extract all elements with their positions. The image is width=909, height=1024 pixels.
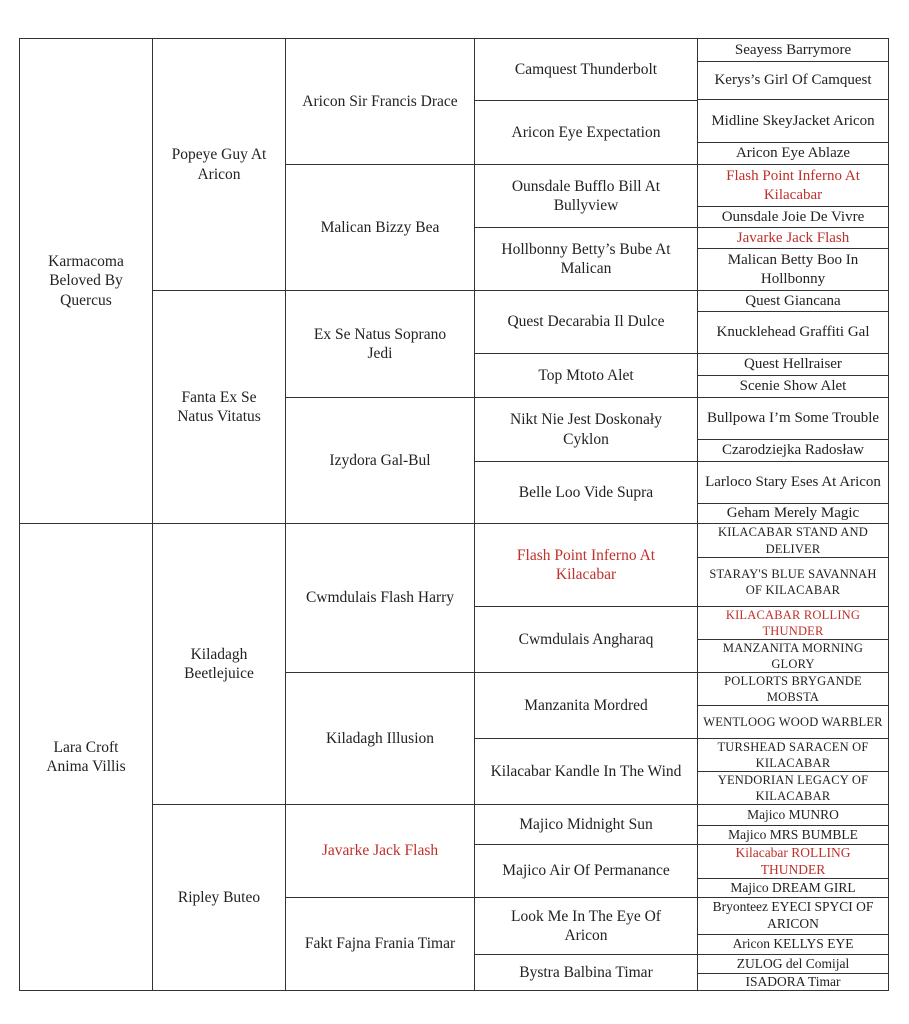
ancestor-name: Cwmdulais Angharaq xyxy=(518,630,654,648)
g5-ancestor-cell xyxy=(697,825,889,845)
ancestor-name: Scenie Show Alet xyxy=(739,378,847,395)
g4-ancestor-cell xyxy=(474,897,698,955)
ancestor-name: Majico MUNRO xyxy=(747,806,839,822)
g5-ancestor-cell xyxy=(697,461,889,504)
g4-ancestor-cell xyxy=(474,100,698,165)
g5-ancestor-cell xyxy=(697,557,889,607)
ancestor-name: Manzanita Mordred xyxy=(524,696,648,714)
g4-ancestor-cell xyxy=(474,738,698,805)
g5-ancestor-cell xyxy=(697,897,889,935)
g4-ancestor-cell xyxy=(474,672,698,739)
g5-ancestor-cell xyxy=(697,804,889,826)
ancestor-name: Ripley Buteo xyxy=(177,888,261,906)
ancestor-name: WENTLOOG WOOD WARBLER xyxy=(703,714,883,729)
ancestor-name: Knucklehead Graffiti Gal xyxy=(716,324,870,341)
g4-ancestor-cell xyxy=(474,461,698,524)
ancestor-name: ZULOG del Comijal xyxy=(736,955,850,971)
ancestor-name: Majico MRS BUMBLE xyxy=(728,826,858,842)
g3-ancestor-cell xyxy=(285,164,475,291)
g4-ancestor-cell xyxy=(474,290,698,354)
ancestor-name: Flash Point Inferno At Kilacabar xyxy=(726,167,860,203)
g5-ancestor-cell xyxy=(697,771,889,805)
ancestor-name: Quest Hellraiser xyxy=(744,356,842,373)
ancestor-name: Belle Loo Vide Supra xyxy=(518,483,654,501)
g4-ancestor-cell xyxy=(474,523,698,607)
g2-ancestor-cell xyxy=(152,523,286,805)
ancestor-name: Kilacabar Kandle In The Wind xyxy=(490,762,682,780)
ancestor-name: Aricon KELLYS EYE xyxy=(732,936,854,952)
ancestor-name: MANZANITA MORNING GLORY xyxy=(722,640,864,671)
ancestor-name: Javarke Jack Flash xyxy=(321,842,439,860)
g3-ancestor-cell xyxy=(285,290,475,398)
ancestor-name: Larloco Stary Eses At Aricon xyxy=(705,474,881,491)
g4-ancestor-cell xyxy=(474,954,698,991)
ancestor-name: Flash Point Inferno At Kilacabar xyxy=(516,546,656,583)
pedigree-table xyxy=(19,38,888,990)
g5-ancestor-cell xyxy=(697,639,889,673)
ancestor-name: Ex Se Natus Soprano Jedi xyxy=(313,325,447,362)
g5-ancestor-cell xyxy=(697,164,889,207)
g5-ancestor-cell xyxy=(697,248,889,291)
g5-ancestor-cell xyxy=(697,206,889,228)
g5-ancestor-cell xyxy=(697,99,889,143)
g4-ancestor-cell xyxy=(474,397,698,462)
ancestor-name: Karmacoma Beloved By Quercus xyxy=(48,252,124,309)
ancestor-name: Majico Midnight Sun xyxy=(519,815,653,833)
ancestor-name: Kilacabar ROLLING THUNDER xyxy=(735,844,851,877)
ancestor-name: Malican Betty Boo In Hollbonny xyxy=(727,251,859,287)
ancestor-name: Geham Merely Magic xyxy=(726,505,860,522)
g5-ancestor-cell xyxy=(697,738,889,772)
ancestor-name: Quest Giancana xyxy=(745,292,841,309)
ancestor-name: Kerys’s Girl Of Camquest xyxy=(714,72,872,89)
g4-ancestor-cell xyxy=(474,606,698,673)
ancestor-name: Look Me In The Eye Of Aricon xyxy=(511,907,661,944)
ancestor-name: Hollbonny Betty’s Bube At Malican xyxy=(501,240,671,277)
g4-ancestor-cell xyxy=(474,164,698,228)
ancestor-name: Czarodziejka Radosław xyxy=(721,442,865,459)
ancestor-name: Kiladagh Illusion xyxy=(325,729,435,747)
g5-ancestor-cell xyxy=(697,973,889,991)
ancestor-name: STARAY'S BLUE SAVANNAH OF KILACABAR xyxy=(709,566,877,597)
ancestor-name: Izydora Gal-Bul xyxy=(329,451,431,469)
ancestor-name: Fakt Fajna Frania Timar xyxy=(304,935,456,953)
ancestor-name: Kiladagh Beetlejuice xyxy=(184,645,254,682)
g5-ancestor-cell xyxy=(697,606,889,640)
ancestor-name: Camquest Thunderbolt xyxy=(514,60,658,78)
ancestor-name: Bullpowa I’m Some Trouble xyxy=(706,410,880,427)
g5-ancestor-cell xyxy=(697,142,889,165)
ancestor-name: Malican Bizzy Bea xyxy=(320,218,440,236)
ancestor-name: Top Mtoto Alet xyxy=(538,366,634,384)
g4-ancestor-cell xyxy=(474,804,698,845)
g5-ancestor-cell xyxy=(697,844,889,879)
ancestor-name: Seayess Barrymore xyxy=(734,41,852,58)
g1-ancestor-cell xyxy=(19,523,153,991)
g3-ancestor-cell xyxy=(285,397,475,524)
g3-ancestor-cell xyxy=(285,523,475,673)
ancestor-name: Bystra Balbina Timar xyxy=(519,963,653,981)
ancestor-name: Ounsdale Joie De Vivre xyxy=(721,208,865,225)
g1-ancestor-cell xyxy=(19,38,153,524)
g4-ancestor-cell xyxy=(474,844,698,898)
ancestor-name: Midline SkeyJacket Aricon xyxy=(711,112,875,129)
ancestor-name: Ounsdale Bufflo Bill At Bullyview xyxy=(511,177,661,214)
g5-ancestor-cell xyxy=(697,38,889,62)
ancestor-name: Majico Air Of Permanance xyxy=(502,862,670,880)
ancestor-name: TURSHEAD SARACEN OF KILACABAR xyxy=(717,739,869,770)
ancestor-name: Quest Decarabia Il Dulce xyxy=(507,313,665,331)
g5-ancestor-cell xyxy=(697,523,889,558)
ancestor-name: Lara Croft Anima Villis xyxy=(46,738,126,775)
g5-ancestor-cell xyxy=(697,397,889,440)
ancestor-name: Fanta Ex Se Natus Vitatus xyxy=(177,388,261,425)
g5-ancestor-cell xyxy=(697,353,889,376)
g4-ancestor-cell xyxy=(474,38,698,101)
ancestor-name: Nikt Nie Jest Doskonały Cyklon xyxy=(510,411,662,448)
g5-ancestor-cell xyxy=(697,227,889,249)
ancestor-name: YENDORIAN LEGACY OF KILACABAR xyxy=(717,772,869,803)
ancestor-name: Majico DREAM GIRL xyxy=(730,879,856,895)
g3-ancestor-cell xyxy=(285,38,475,165)
g2-ancestor-cell xyxy=(152,38,286,291)
ancestor-name: POLLORTS BRYGANDE MOBSTA xyxy=(724,673,862,704)
g5-ancestor-cell xyxy=(697,311,889,354)
g5-ancestor-cell xyxy=(697,61,889,100)
ancestor-name: KILACABAR ROLLING THUNDER xyxy=(725,607,861,638)
ancestor-name: KILACABAR STAND AND DELIVER xyxy=(717,525,869,556)
ancestor-name: Popeye Guy At Aricon xyxy=(171,146,267,183)
g5-ancestor-cell xyxy=(697,290,889,312)
ancestor-name: ISADORA Timar xyxy=(745,973,841,989)
ancestor-name: Aricon Eye Ablaze xyxy=(735,145,851,162)
g5-ancestor-cell xyxy=(697,705,889,739)
g3-ancestor-cell xyxy=(285,672,475,805)
g5-ancestor-cell xyxy=(697,878,889,898)
g5-ancestor-cell xyxy=(697,375,889,398)
ancestor-name: Bryonteez EYECI SPYCI OF ARICON xyxy=(712,899,874,931)
g3-ancestor-cell xyxy=(285,897,475,991)
ancestor-name: Aricon Sir Francis Drace xyxy=(302,92,458,110)
ancestor-name: Aricon Eye Expectation xyxy=(511,123,661,141)
g3-ancestor-cell xyxy=(285,804,475,898)
g4-ancestor-cell xyxy=(474,353,698,398)
ancestor-name: Javarke Jack Flash xyxy=(736,229,850,246)
g5-ancestor-cell xyxy=(697,954,889,974)
g4-ancestor-cell xyxy=(474,227,698,291)
ancestor-name: Cwmdulais Flash Harry xyxy=(305,589,455,607)
g2-ancestor-cell xyxy=(152,804,286,991)
g5-ancestor-cell xyxy=(697,672,889,706)
g5-ancestor-cell xyxy=(697,503,889,524)
g5-ancestor-cell xyxy=(697,934,889,955)
g5-ancestor-cell xyxy=(697,439,889,462)
g2-ancestor-cell xyxy=(152,290,286,524)
